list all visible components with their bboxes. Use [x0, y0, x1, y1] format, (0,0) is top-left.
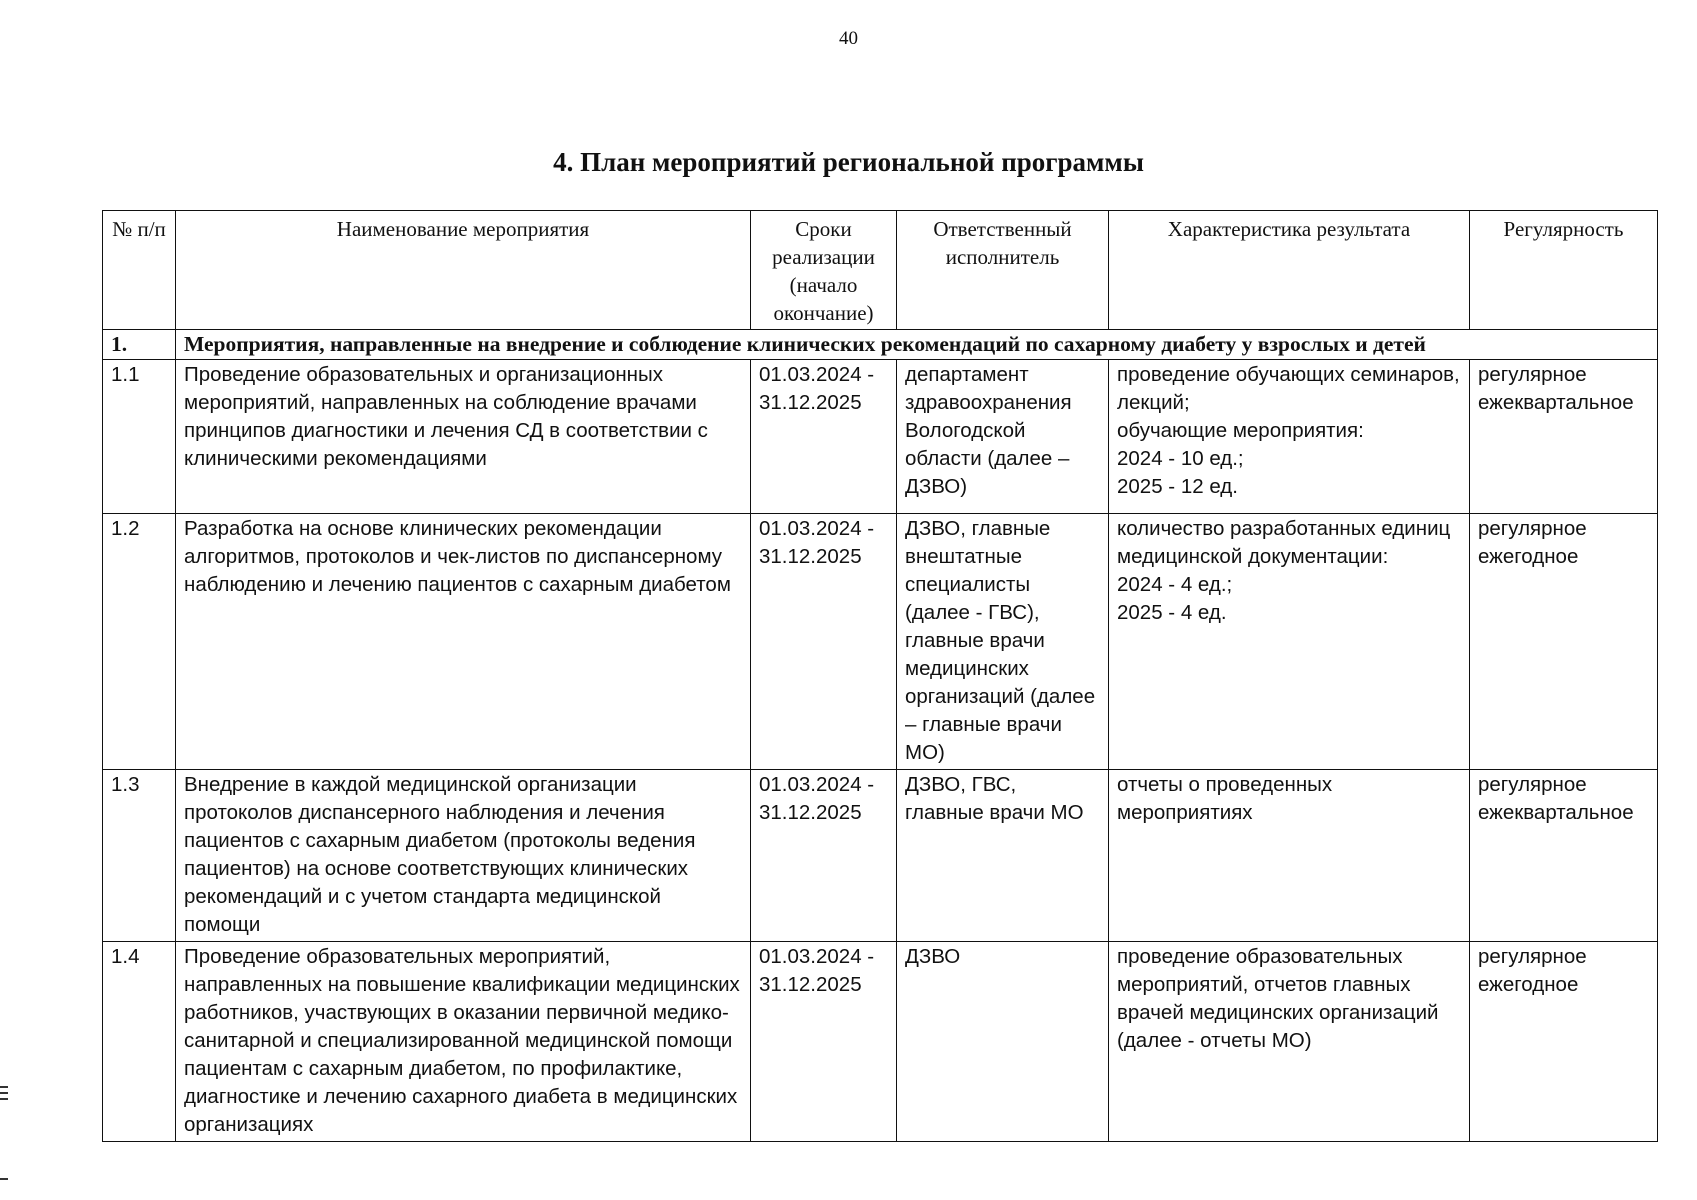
row-dates: 01.03.2024 - 31.12.2025: [751, 514, 897, 770]
row-dates: 01.03.2024 - 31.12.2025: [751, 770, 897, 942]
row-responsible: ДЗВО: [897, 942, 1109, 1142]
row-regularity: регулярное ежеквартальное: [1470, 770, 1658, 942]
row-result: проведение образовательных мероприятий, отчетов главных врачей медицинских организаций (далее - отчеты МО): [1109, 942, 1470, 1142]
section-title: Мероприятия, направленные на внедрение и соблюдение клинических рекомендаций по сахарному диабету у взрослых и детей: [176, 330, 1658, 360]
scan-margin-mark: [0, 1086, 8, 1088]
header-regularity: Регулярность: [1470, 211, 1658, 330]
row-name: Внедрение в каждой медицинской организации протоколов диспансерного наблюдения и лечения пациентов с сахарным диабетом (протоколы ведения пациентов) на основе соответствующих клинических рекомендаций и с учетом стандарта медицинской помощи: [176, 770, 751, 942]
header-dates: Сроки реализации (начало окончание): [751, 211, 897, 330]
page-title: 4. План мероприятий региональной программы: [553, 147, 1144, 177]
row-regularity: регулярное ежегодное: [1470, 942, 1658, 1142]
row-name: Проведение образовательных мероприятий, направленных на повышение квалификации медицинских работников, участвующих в оказании первичной медико-санитарной и специализированной медицинской помощи пациентам с сахарным диабетом, по профилактике, диагностике и лечению сахарного диабета в медицинских организациях: [176, 942, 751, 1142]
section-num: 1.: [103, 330, 176, 360]
row-responsible: департамент здравоохранения Вологодской области (далее – ДЗВО): [897, 360, 1109, 514]
row-num: 1.3: [103, 770, 176, 942]
row-regularity: регулярное ежеквартальное: [1470, 360, 1658, 514]
plan-table: [102, 210, 1658, 1142]
header-num: № п/п: [103, 211, 176, 330]
scan-margin-mark: [0, 1098, 8, 1100]
row-result: проведение обучающих семинаров, лекций; обучающие мероприятия: 2024 - 10 ед.; 2025 - 12 ед.: [1109, 360, 1470, 514]
header-name: Наименование мероприятия: [176, 211, 751, 330]
row-num: 1.1: [103, 360, 176, 514]
page-number: 40: [839, 28, 858, 49]
scan-margin-mark: [0, 1092, 8, 1094]
row-regularity: регулярное ежегодное: [1470, 514, 1658, 770]
table-header-row: [103, 211, 1658, 330]
row-result: количество разработанных единиц медицинской документации: 2024 - 4 ед.; 2025 - 4 ед.: [1109, 514, 1470, 770]
row-responsible: ДЗВО, главные внештатные специалисты (далее - ГВС), главные врачи медицинских организаций (далее – главные врачи МО): [897, 514, 1109, 770]
header-result: Характеристика результата: [1109, 211, 1470, 330]
row-num: 1.2: [103, 514, 176, 770]
row-dates: 01.03.2024 - 31.12.2025: [751, 942, 897, 1142]
row-num: 1.4: [103, 942, 176, 1142]
row-name: Проведение образовательных и организационных мероприятий, направленных на соблюдение врачами принципов диагностики и лечения СД в соответствии с клиническими рекомендациями: [176, 360, 751, 514]
table-row: [103, 770, 1658, 942]
row-result: отчеты о проведенных мероприятиях: [1109, 770, 1470, 942]
row-name: Разработка на основе клинических рекомендации алгоритмов, протоколов и чек-листов по диспансерному наблюдению и лечению пациентов с сахарным диабетом: [176, 514, 751, 770]
scan-margin-mark: [0, 1178, 8, 1180]
table-row: [103, 942, 1658, 1142]
table-row: [103, 514, 1658, 770]
row-responsible: ДЗВО, ГВС, главные врачи МО: [897, 770, 1109, 942]
header-responsible: Ответственный исполнитель: [897, 211, 1109, 330]
table-row: [103, 360, 1658, 514]
section-row: [103, 330, 1658, 360]
row-dates: 01.03.2024 - 31.12.2025: [751, 360, 897, 514]
